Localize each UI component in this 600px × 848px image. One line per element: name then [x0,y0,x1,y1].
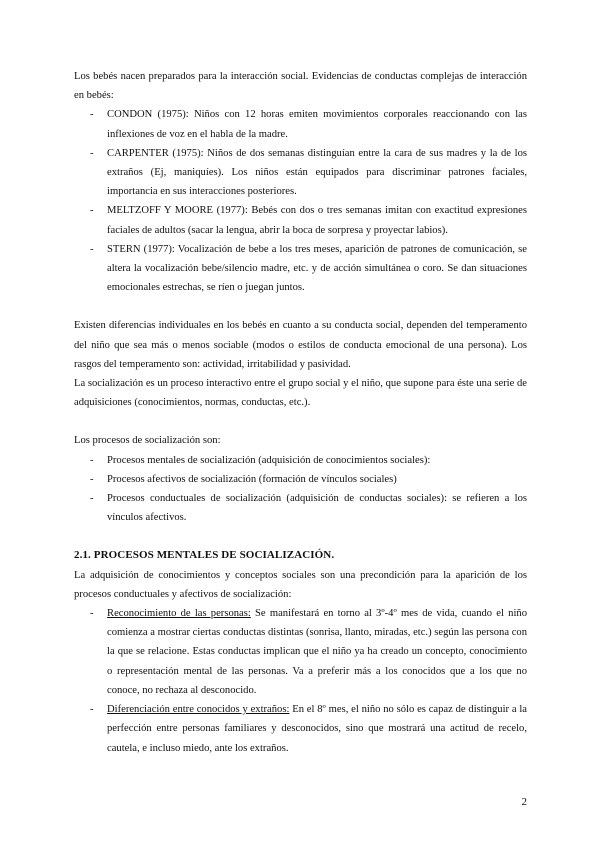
item-term: Diferenciación entre conocidos y extraños: [107,704,290,716]
document-page [74,67,527,758]
item-term: Reconocimiento de las personas: [107,608,251,620]
processes-intro: Los procesos de socialización son: [74,435,221,447]
list-item: - CARPENTER (1975): Niños de dos semanas distinguían entre la cara de sus madres y la de los extraños (Ej, maniquíes). Los niños están equipados para discriminar patrones faciales, importancia en sus interacciones posteriores. [74,144,527,202]
section-heading: 2.1. PROCESOS MENTALES DE SOCIALIZACIÓN. [74,549,335,562]
section-intro: La adquisición de conocimientos y conceptos sociales son una precondición para la aparición de los procesos conductuales y afectivos de socialización: [74,569,527,600]
spacer [74,297,527,316]
list-item: - Procesos mentales de socialización (adquisición de conocimientos sociales): [74,451,527,470]
section-list [74,604,527,758]
item-text: Se manifestará en torno al 3º-4º mes de vida, cuando el niño comienza a mostrar ciertas conductas distintas (sonrisa, llanto, miradas, etc.) según las persona con la que se relacione. Estas conductas implican que el niño ya ha creado un concepto, conocimiento o representación mental de las personas. Va a preferir más a los conocidos que a los que no conoce, no rechaza al desconocido. [107,608,527,696]
list-item [74,604,527,700]
differences-paragraph: Existen diferencias individuales en los bebés en cuanto a su conducta social, dependen del temperamento del niño que sea más o menos sociable (modos o estilos de conducta emocional de una persona). Los rasgos del temperamento son: actividad, irritabilidad y pasividad. [74,320,527,370]
list-item: - CONDON (1975): Niños con 12 horas emiten movimientos corporales reaccionando con las inflexiones de voz en el habla de la madre. [74,105,527,143]
socialization-paragraph: La socialización es un proceso interactivo entre el grupo social y el niño, que supone para éste una serie de adquisiciones (conocimientos, normas, conductas, etc.). [74,378,527,409]
item-text: En el 8º mes, el niño no sólo es capaz de distinguir a la perfección entre personas familiares y desconocidos, sino que mostrará una actitud de recelo, cautela, e incluso miedo, ante los extraños. [107,704,528,754]
spacer [74,527,527,546]
page-number: 2 [521,796,527,808]
list-item: - STERN (1977): Vocalización de bebe a los tres meses, aparición de patrones de comunicación, se altera la vocalización bebe/silencio madre, etc. y de acción simultánea o coro. Se dan situaciones emocionales estrechas, se ríen o juegan juntos. [74,240,527,298]
intro-paragraph: Los bebés nacen preparados para la interacción social. Evidencias de conductas complejas de interacción en bebés: [74,71,527,102]
evidence-list [74,105,527,297]
processes-list [74,451,527,528]
spacer [74,412,527,431]
list-item: - Procesos afectivos de socialización (formación de vínculos sociales) [74,470,527,489]
list-item: - Procesos conductuales de socialización (adquisición de conductas sociales): se refieren a los vínculos afectivos. [74,489,527,527]
list-item [74,700,527,758]
list-item: - MELTZOFF Y MOORE (1977): Bebés con dos o tres semanas imitan con exactitud expresiones faciales de adultos (sacar la lengua, abrir la boca de sorpresa y proyectar labios). [74,201,527,239]
